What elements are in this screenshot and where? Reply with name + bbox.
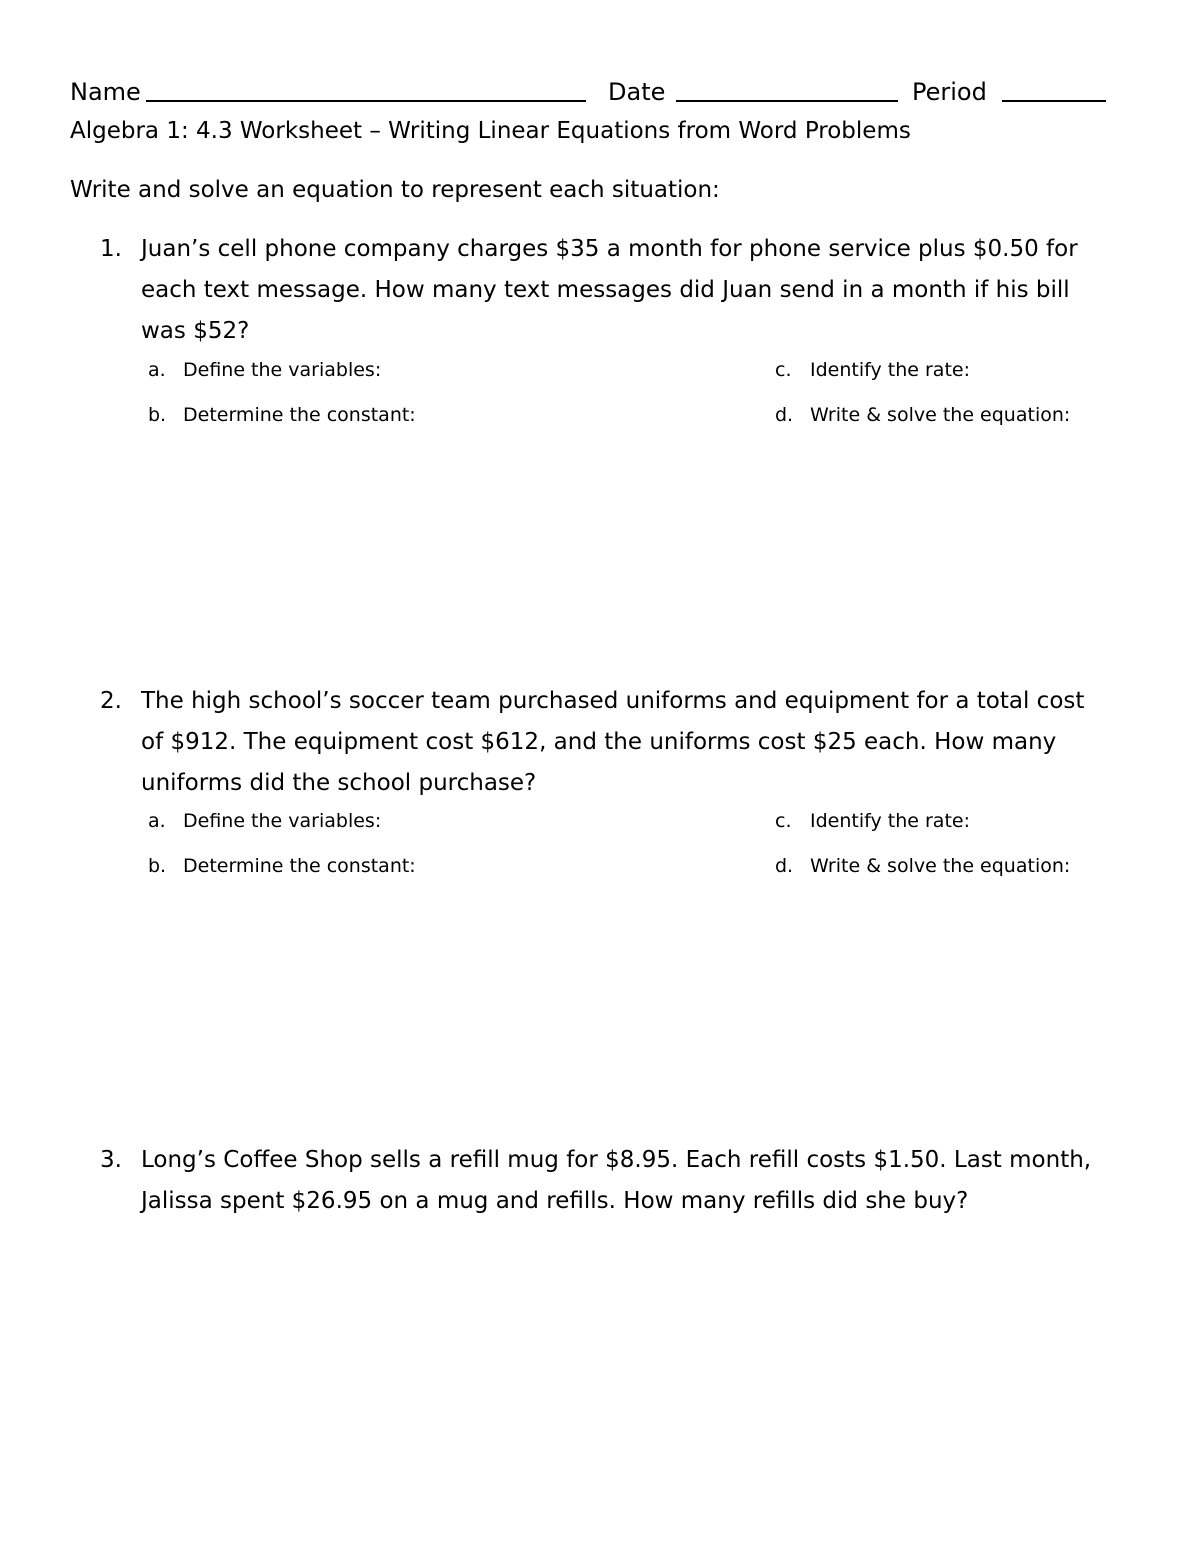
part-label: Identify the rate: <box>810 359 970 381</box>
part-label: Write & solve the equation: <box>810 404 1071 426</box>
period-blank-line <box>1002 100 1106 102</box>
part-label: Write & solve the equation: <box>810 855 1071 877</box>
problem-2 <box>100 681 1110 901</box>
period-label: Period <box>912 78 987 106</box>
part-letter: d. <box>775 855 794 877</box>
part-letter: c. <box>775 359 792 381</box>
part-label: Determine the constant: <box>183 855 416 877</box>
part-letter: b. <box>148 404 167 426</box>
part-label: Identify the rate: <box>810 810 970 832</box>
part-letter: a. <box>148 810 166 832</box>
date-blank-line <box>676 100 898 102</box>
name-blank-line <box>146 100 586 102</box>
problem-number: 1. <box>100 236 122 262</box>
problem-number: 2. <box>100 688 122 714</box>
part-label: Define the variables: <box>183 359 382 381</box>
part-d <box>775 852 1070 880</box>
period-field[interactable] <box>912 72 1110 112</box>
problem-number: 3. <box>100 1147 122 1173</box>
part-b <box>148 852 416 880</box>
student-info-header <box>70 72 1110 112</box>
part-label: Define the variables: <box>183 810 382 832</box>
problem-3 <box>100 1140 1110 1230</box>
worksheet-title: Algebra 1: 4.3 Worksheet – Writing Linear Equations from Word Problems <box>70 118 911 144</box>
part-a <box>148 807 381 835</box>
part-b <box>148 401 416 429</box>
name-field[interactable] <box>70 72 590 112</box>
problem-text: Juan’s cell phone company charges $35 a month for phone service plus $0.50 for each text message. How many text messages did Juan send in a month if his bill was $52? <box>141 236 1078 344</box>
part-c <box>775 356 970 384</box>
problem-1 <box>100 229 1110 449</box>
name-label: Name <box>70 78 141 106</box>
part-letter: d. <box>775 404 794 426</box>
part-letter: c. <box>775 810 792 832</box>
part-label: Determine the constant: <box>183 404 416 426</box>
part-letter: a. <box>148 359 166 381</box>
part-a <box>148 356 381 384</box>
problem-text: The high school’s soccer team purchased uniforms and equipment for a total cost of $912. The equipment cost $612, and the uniforms cost $25 each. How many uniforms did the school purchase? <box>141 688 1085 796</box>
part-c <box>775 807 970 835</box>
date-field[interactable] <box>608 72 903 112</box>
part-letter: b. <box>148 855 167 877</box>
problem-text: Long’s Coffee Shop sells a refill mug for $8.95. Each refill costs $1.50. Last month, Jalissa spent $26.95 on a mug and refills. How many refills did she buy? <box>141 1147 1092 1214</box>
worksheet-instructions: Write and solve an equation to represent each situation: <box>70 177 720 203</box>
part-d <box>775 401 1070 429</box>
date-label: Date <box>608 78 666 106</box>
